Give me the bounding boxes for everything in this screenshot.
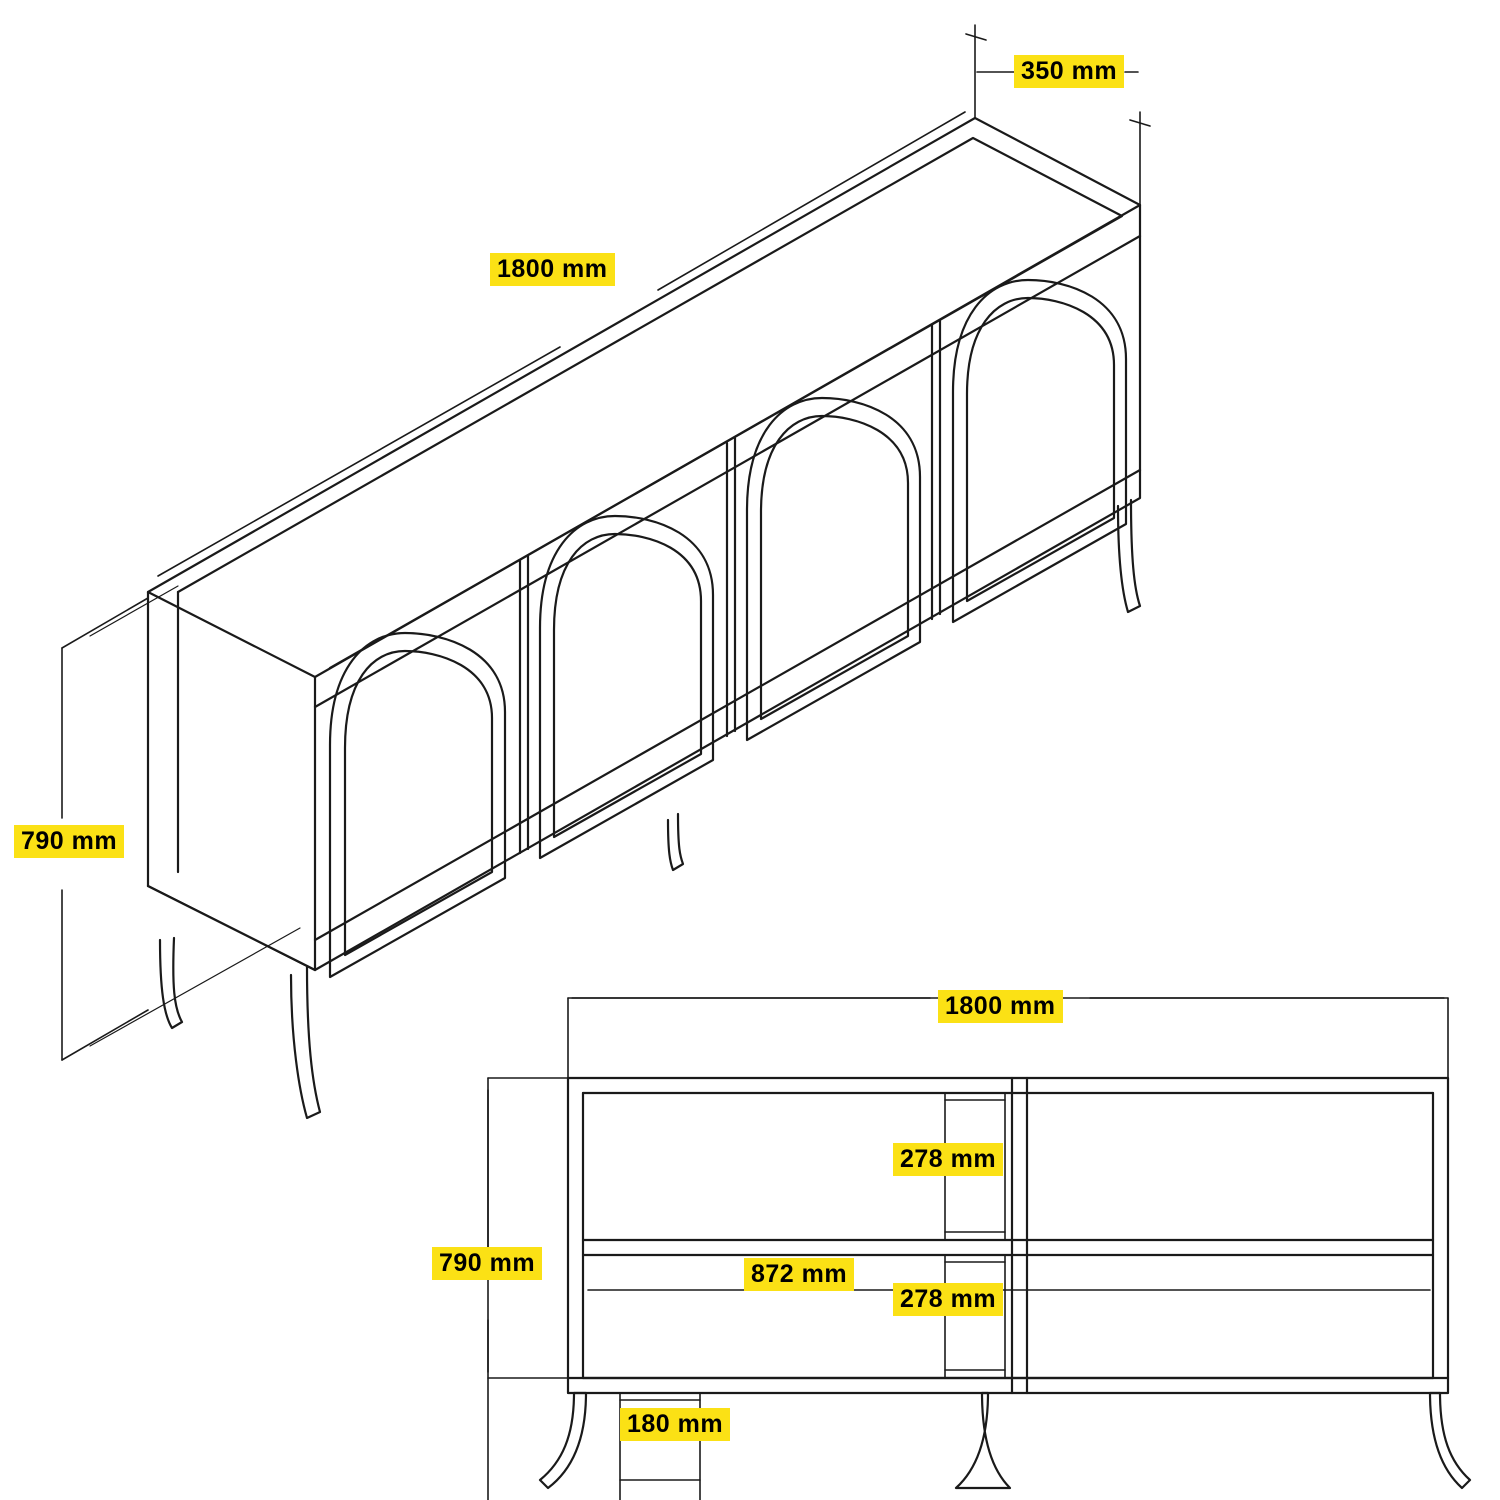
isometric-door-divisions: [520, 321, 940, 853]
iso-dim-width: [158, 112, 965, 576]
front-view-cabinet: [568, 1078, 1448, 1393]
front-dim-shelf-bottom: [945, 1255, 1005, 1378]
dimension-label-front-shelf-bottom: 278 mm: [893, 1283, 1003, 1316]
front-dim-height: [488, 1078, 568, 1500]
isometric-cabinet: [148, 118, 1140, 970]
dimension-label-front-height: 790 mm: [432, 1247, 542, 1280]
arch-panel-3: [747, 398, 920, 740]
dimension-label-iso-depth: 350 mm: [1014, 55, 1124, 88]
arch-panel-1: [330, 633, 505, 977]
dimension-label-iso-height: 790 mm: [14, 825, 124, 858]
dimension-label-front-leg-height: 180 mm: [620, 1408, 730, 1441]
arch-panel-2: [540, 516, 713, 858]
dimension-label-front-shelf-top: 278 mm: [893, 1143, 1003, 1176]
dimension-label-front-width: 1800 mm: [938, 990, 1063, 1023]
iso-dim-helpers: [90, 586, 300, 1046]
isometric-legs: [160, 500, 1140, 1118]
dimension-label-iso-width: 1800 mm: [490, 253, 615, 286]
iso-dim-depth: [966, 25, 1150, 205]
dimension-label-front-shelf-span: 872 mm: [744, 1258, 854, 1291]
arch-panel-4: [953, 280, 1126, 622]
